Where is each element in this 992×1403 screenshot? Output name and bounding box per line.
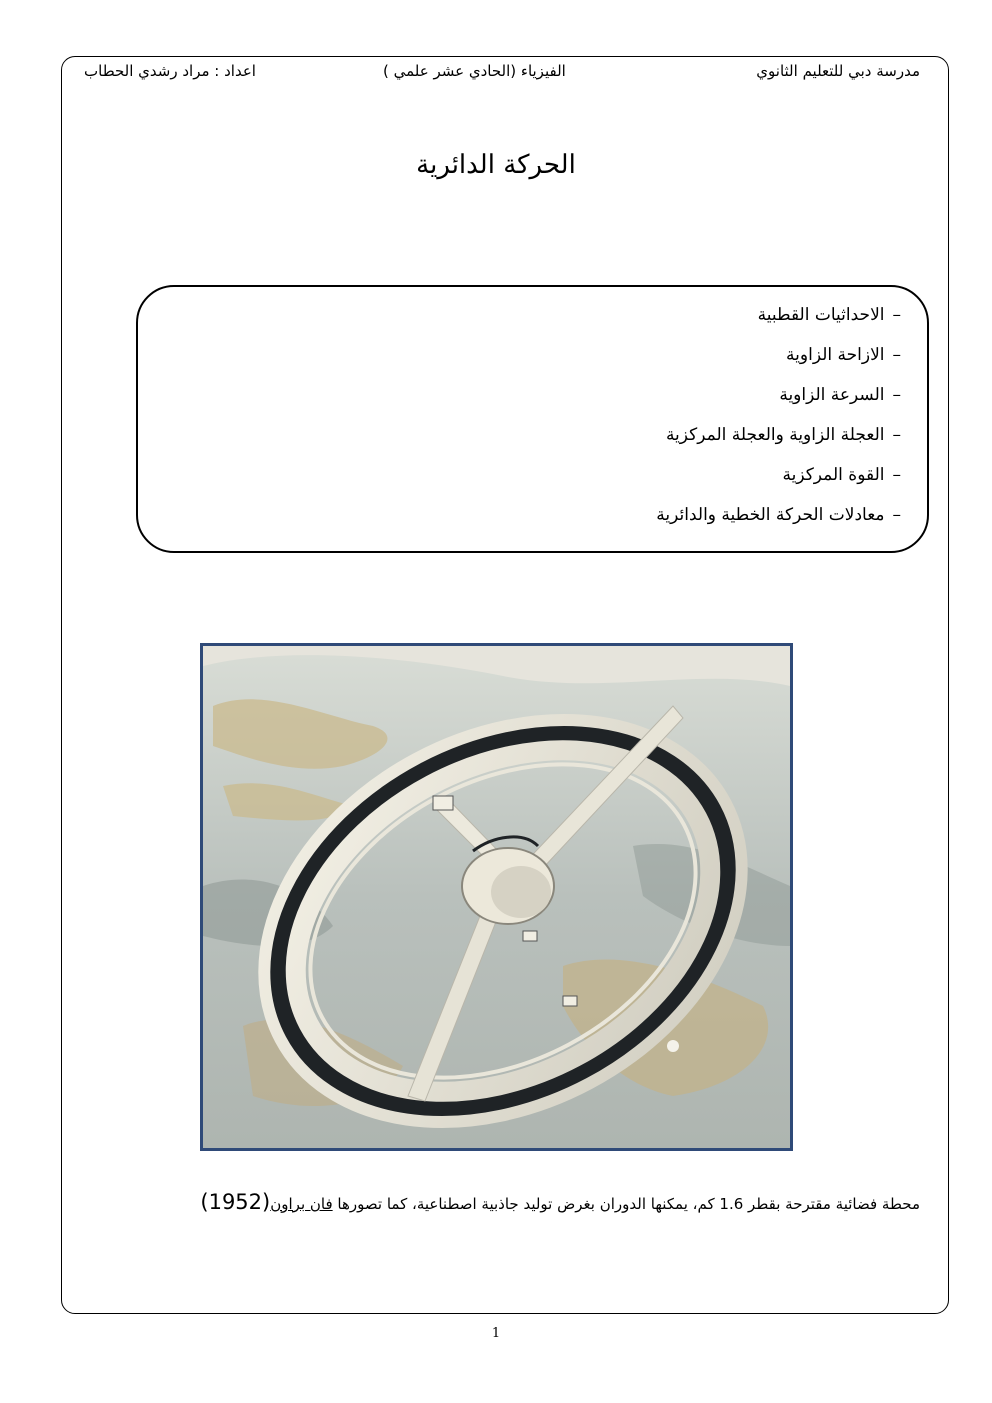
bullet-dash: – (892, 505, 901, 525)
space-station-illustration (203, 646, 790, 1148)
bullet-dash: – (892, 385, 901, 405)
topics-box (136, 285, 929, 553)
topic-label: الازاحة الزاوية (786, 345, 885, 365)
header-author: اعداد : مراد رشدي الحطاب (84, 62, 256, 80)
topic-label: الاحداثيات القطبية (757, 305, 885, 325)
list-item (656, 461, 901, 501)
bullet-dash: – (892, 305, 901, 325)
header-subject: الفيزياء (الحادي عشر علمي ) (383, 62, 566, 80)
topic-label: العجلة الزاوية والعجلة المركزية (665, 425, 885, 445)
list-item (656, 501, 901, 541)
list-item (656, 381, 901, 421)
list-item (656, 301, 901, 341)
topic-label: معادلات الحركة الخطية والدائرية (656, 505, 885, 525)
caption-text: محطة فضائية مقترحة بقطر 1.6 كم، يمكنها الدوران بغرض توليد جاذبية اصطناعية، كما تصورها (337, 1195, 920, 1213)
bullet-dash: – (892, 345, 901, 365)
topics-list (656, 301, 901, 541)
image-caption (200, 1190, 920, 1214)
space-station-image (200, 643, 793, 1151)
topic-label: القوة المركزية (782, 465, 885, 485)
topic-label: السرعة الزاوية (779, 385, 885, 405)
list-item (656, 421, 901, 461)
bullet-dash: – (892, 465, 901, 485)
caption-year: (1952) (200, 1190, 271, 1214)
list-item (656, 341, 901, 381)
page-number: 1 (491, 1326, 501, 1341)
bullet-dash: – (892, 425, 901, 445)
caption-author: فان براون (270, 1195, 333, 1213)
header-school: مدرسة دبي للتعليم الثانوي (756, 62, 920, 80)
page-title: الحركة الدائرية (416, 150, 576, 180)
